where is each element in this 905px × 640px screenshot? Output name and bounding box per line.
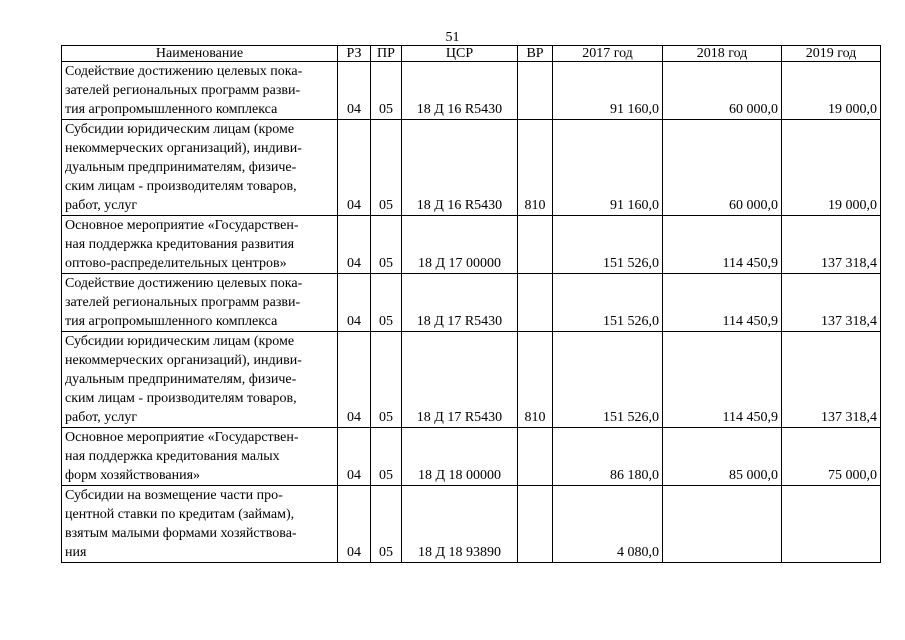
cell-2019: 75 000,0 [782, 428, 881, 486]
cell-2019 [782, 486, 881, 563]
cell-pr: 05 [371, 62, 402, 120]
cell-vr [518, 216, 553, 274]
cell-2017: 91 160,0 [553, 120, 663, 216]
cell-2018: 85 000,0 [663, 428, 782, 486]
name-line: дуальным предпринимателям, физиче- [65, 160, 297, 175]
cell-csr: 18 Д 18 00000 [402, 428, 518, 486]
cell-vr: 810 [518, 120, 553, 216]
cell-pr: 05 [371, 486, 402, 563]
cell-2017: 86 180,0 [553, 428, 663, 486]
name-line: Субсидии юридическим лицам (кроме [65, 122, 295, 137]
cell-name [62, 120, 338, 216]
cell-2017: 151 526,0 [553, 216, 663, 274]
header-2018: 2018 год [663, 46, 782, 62]
cell-rz: 04 [338, 486, 371, 563]
name-line: тия агропромышленного комплекса [65, 314, 278, 329]
cell-name [62, 62, 338, 120]
name-line: ским лицам - производителям товаров, [65, 179, 297, 194]
cell-csr: 18 Д 16 R5430 [402, 62, 518, 120]
cell-rz: 04 [338, 428, 371, 486]
cell-vr [518, 62, 553, 120]
cell-2019: 19 000,0 [782, 62, 881, 120]
cell-vr [518, 428, 553, 486]
cell-name [62, 486, 338, 563]
cell-2018: 60 000,0 [663, 120, 782, 216]
table-row [62, 120, 881, 216]
name-line: Субсидии юридическим лицам (кроме [65, 334, 295, 349]
cell-rz: 04 [338, 332, 371, 428]
cell-pr: 05 [371, 332, 402, 428]
name-line: Содействие достижению целевых пока- [65, 276, 303, 291]
cell-csr: 18 Д 17 00000 [402, 216, 518, 274]
cell-2019: 137 318,4 [782, 274, 881, 332]
cell-name [62, 216, 338, 274]
header-name: Наименование [62, 46, 338, 62]
cell-2018: 114 450,9 [663, 332, 782, 428]
name-line: центной ставки по кредитам (займам), [65, 507, 295, 522]
cell-vr [518, 486, 553, 563]
header-vr: ВР [518, 46, 553, 62]
cell-pr: 05 [371, 428, 402, 486]
cell-rz: 04 [338, 120, 371, 216]
name-line: форм хозяйствования» [65, 468, 201, 483]
name-line: Субсидии на возмещение части про- [65, 488, 283, 503]
cell-pr: 05 [371, 274, 402, 332]
table-row [62, 62, 881, 120]
name-line: Основное мероприятие «Государствен- [65, 430, 299, 445]
name-line: некоммерческих организаций), индиви- [65, 353, 302, 368]
name-line: ная поддержка кредитования малых [65, 449, 280, 464]
cell-pr: 05 [371, 216, 402, 274]
cell-2017: 4 080,0 [553, 486, 663, 563]
name-line: дуальным предпринимателям, физиче- [65, 372, 297, 387]
table-row [62, 274, 881, 332]
cell-2017: 151 526,0 [553, 274, 663, 332]
cell-rz: 04 [338, 274, 371, 332]
cell-2018: 60 000,0 [663, 62, 782, 120]
cell-rz: 04 [338, 62, 371, 120]
cell-name [62, 428, 338, 486]
name-line: ским лицам - производителям товаров, [65, 391, 297, 406]
table-row [62, 332, 881, 428]
name-line: работ, услуг [65, 410, 138, 425]
cell-2019: 19 000,0 [782, 120, 881, 216]
table-row [62, 486, 881, 563]
name-line: зателей региональных программ разви- [65, 295, 301, 310]
cell-csr: 18 Д 16 R5430 [402, 120, 518, 216]
cell-pr: 05 [371, 120, 402, 216]
header-pr: ПР [371, 46, 402, 62]
cell-vr: 810 [518, 332, 553, 428]
name-line: работ, услуг [65, 198, 138, 213]
header-row [62, 46, 881, 62]
cell-csr: 18 Д 17 R5430 [402, 274, 518, 332]
name-line: Основное мероприятие «Государствен- [65, 218, 299, 233]
cell-2018: 114 450,9 [663, 274, 782, 332]
cell-csr: 18 Д 18 93890 [402, 486, 518, 563]
cell-vr [518, 274, 553, 332]
header-rz: РЗ [338, 46, 371, 62]
header-2017: 2017 год [553, 46, 663, 62]
name-line: ния [65, 545, 87, 560]
cell-2019: 137 318,4 [782, 216, 881, 274]
cell-name [62, 332, 338, 428]
name-line: некоммерческих организаций), индиви- [65, 141, 302, 156]
table-body [62, 62, 881, 563]
name-line: зателей региональных программ разви- [65, 83, 301, 98]
budget-table [61, 45, 881, 563]
table-row [62, 216, 881, 274]
header-csr: ЦСР [402, 46, 518, 62]
name-line: Содействие достижению целевых пока- [65, 64, 303, 79]
cell-2017: 91 160,0 [553, 62, 663, 120]
cell-name [62, 274, 338, 332]
name-line: тия агропромышленного комплекса [65, 102, 278, 117]
cell-2017: 151 526,0 [553, 332, 663, 428]
name-line: взятым малыми формами хозяйствова- [65, 526, 297, 541]
cell-2018: 114 450,9 [663, 216, 782, 274]
cell-csr: 18 Д 17 R5430 [402, 332, 518, 428]
page-number: 51 [445, 30, 460, 45]
name-line: ная поддержка кредитования развития [65, 237, 295, 252]
header-2019: 2019 год [782, 46, 881, 62]
cell-rz: 04 [338, 216, 371, 274]
cell-2018 [663, 486, 782, 563]
cell-2019: 137 318,4 [782, 332, 881, 428]
table-row [62, 428, 881, 486]
name-line: оптово-распределительных центров» [65, 256, 287, 271]
